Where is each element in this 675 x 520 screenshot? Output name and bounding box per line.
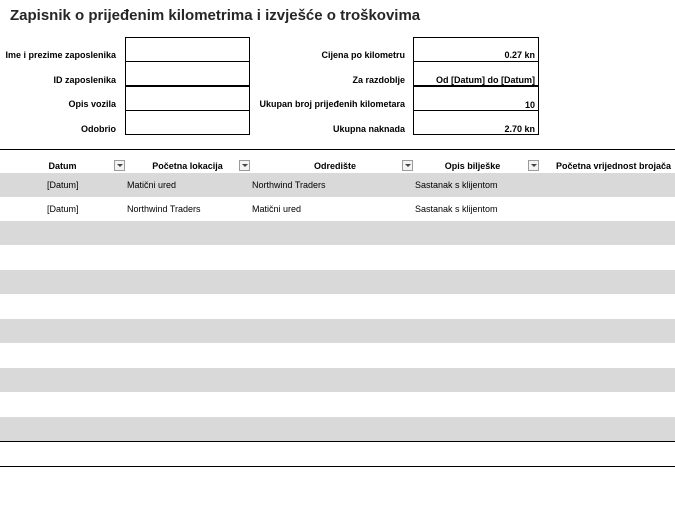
total-km-field[interactable]: 10	[413, 86, 539, 111]
table-row[interactable]	[0, 270, 675, 294]
column-header-destination: Odredište	[313, 161, 356, 171]
note-cell: Sastanak s klijentom	[415, 204, 498, 214]
period-label: Za razdoblje	[352, 75, 405, 85]
table-row[interactable]	[0, 197, 675, 221]
vehicle-description-label: Opis vozila	[68, 99, 116, 109]
employee-id-field[interactable]	[125, 61, 250, 86]
approved-by-field[interactable]	[125, 110, 250, 135]
filter-dropdown-destination[interactable]	[402, 160, 413, 171]
filter-dropdown-note[interactable]	[528, 160, 539, 171]
table-row[interactable]	[0, 343, 675, 367]
note-cell: Sastanak s klijentom	[415, 180, 498, 190]
employee-name-field[interactable]	[125, 37, 250, 62]
table-row[interactable]	[0, 221, 675, 245]
table-row[interactable]	[0, 245, 675, 269]
column-header-note: Opis bilješke	[444, 161, 501, 171]
table-row[interactable]	[0, 294, 675, 318]
table-bottom-border	[0, 466, 675, 467]
approved-by-label: Odobrio	[81, 124, 116, 134]
price-per-km-label: Cijena po kilometru	[321, 50, 405, 60]
employee-id-label: ID zaposlenika	[53, 75, 116, 85]
period-field[interactable]: Od [Datum] do [Datum]	[413, 61, 539, 86]
vehicle-description-field[interactable]	[125, 86, 250, 111]
table-row[interactable]	[0, 392, 675, 416]
column-header-odometer-start: Početna vrijednost brojača	[556, 161, 672, 171]
price-per-km-field[interactable]: 0.27 kn	[413, 37, 539, 62]
filter-dropdown-start-location[interactable]	[239, 160, 250, 171]
total-km-label: Ukupan broj prijeđenih kilometara	[259, 99, 405, 109]
table-row[interactable]	[0, 417, 675, 441]
start-location-cell: Matični ured	[127, 180, 177, 190]
table-row[interactable]	[0, 319, 675, 343]
total-compensation-field[interactable]: 2.70 kn	[413, 110, 539, 135]
total-compensation-label: Ukupna naknada	[332, 124, 405, 134]
date-cell: [Datum]	[47, 180, 79, 190]
table-top-border	[0, 149, 675, 150]
destination-cell: Northwind Traders	[252, 180, 326, 190]
date-cell: [Datum]	[47, 204, 79, 214]
table-row[interactable]	[0, 368, 675, 392]
table-row[interactable]	[0, 173, 675, 197]
column-header-start-location: Početna lokacija	[152, 161, 223, 171]
filter-dropdown-date[interactable]	[114, 160, 125, 171]
page-title: Zapisnik o prijeđenim kilometrima i izvješće o troškovima	[10, 7, 421, 24]
column-header-date: Datum	[48, 161, 77, 171]
destination-cell: Matični ured	[252, 204, 302, 214]
total-row[interactable]	[0, 442, 675, 466]
employee-name-label: Ime i prezime zaposlenika	[5, 50, 116, 60]
start-location-cell: Northwind Traders	[127, 204, 201, 214]
